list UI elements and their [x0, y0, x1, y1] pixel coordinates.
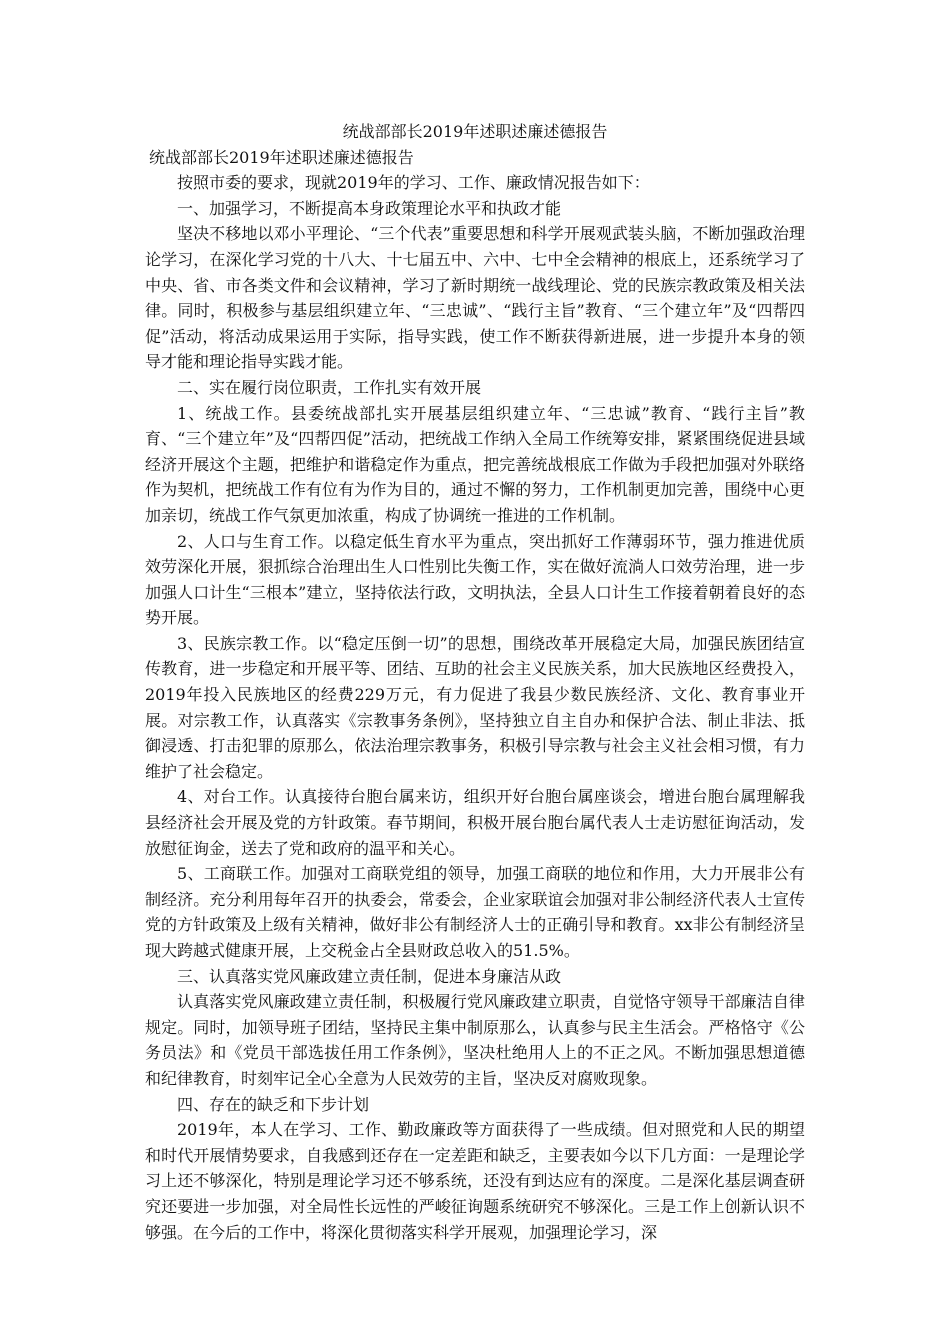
document-page	[145, 119, 805, 1245]
paragraph: 认真落实党风廉政建立责任制，积极履行党风廉政建立职责，自觉恪守领导干部廉洁自律规定。同时，加领导班子团结，坚持民主集中制原那么，认真参与民主生活会。严格恪守《公务员法》和《党员干部选拔任用工作条例》，坚决杜绝用人上的不正之风。不断加强思想道德和纪律教育，时刻牢记全心全意为人民效劳的主旨，坚决反对腐败现象。	[145, 992, 805, 1088]
paragraph: 2019年，本人在学习、工作、勤政廉政等方面获得了一些成绩。但对照党和人民的期望和时代开展情势要求，自我感到还存在一定差距和缺乏，主要表如今以下几方面：一是理论学习上还不够深化，特别是理论学习还不够系统，还没有到达应有的深度。二是深化基层调查研究还要进一步加强，对全局性长远性的严峻征询题系统研究不够深化。三是工作上创新认识不够强。在今后的工作中，将深化贯彻落实科学开展观，加强理论学习，深	[145, 1120, 805, 1242]
section-heading: 一、加强学习，不断提高本身政策理论水平和执政才能	[177, 198, 562, 218]
paragraph: 5、工商联工作。加强对工商联党组的领导，加强工商联的地位和作用，大力开展非公有制经济。充分利用每年召开的执委会，常委会，企业家联谊会加强对非公制经济代表人士宣传党的方针政策及上级有关精神，做好非公有制经济人士的正确引导和教育。xx非公有制经济呈现大跨越式健康开展，上交税金占全县财政总收入的51.5%。	[145, 864, 805, 960]
document-subtitle: 统战部部长2019年述职述廉述德报告	[149, 147, 414, 167]
paragraph: 2、人口与生育工作。以稳定低生育水平为重点，突出抓好工作薄弱环节，强力推进优质效劳深化开展，狠抓综合治理出生人口性别比失衡工作，实在做好流淌人口效劳治理，进一步加强人口计生“三根本”建立，坚持依法行政，文明执法，全县人口计生工作接着朝着良好的态势开展。	[145, 531, 805, 628]
document-title: 统战部部长2019年述职述廉述德报告	[342, 122, 608, 141]
paragraph: 坚决不移地以邓小平理论、“三个代表”重要思想和科学开展观武装头脑，不断加强政治理论学习，在深化学习党的十八大、十七届五中、六中、七中全会精神的根底上，还系统学习了中央、省、市各类文件和会议精神，学习了新时期统一战线理论、党的民族宗教政策及相关法律。同时，积极参与基层组织建立年、“三忠诚”、“践行主旨”教育、“三个建立年”及“四帮四促”活动，将活动成果运用于实际，指导实践，使工作不断获得新进展，进一步提升本身的领导才能和理论指导实践才能。	[145, 224, 805, 372]
paragraph: 3、民族宗教工作。以“稳定压倒一切”的思想，围绕改革开展稳定大局，加强民族团结宣传教育，进一步稳定和开展平等、团结、互助的社会主义民族关系，加大民族地区经费投入，2019年投入民族地区的经费229万元，有力促进了我县少数民族经济、文化、教育事业开展。对宗教工作，认真落实《宗教事务条例》，坚持独立自主自办和保护合法、制止非法、抵御浸透、打击犯罪的原那么，依法治理宗教事务，积极引导宗教与社会主义社会相习惯，有力维护了社会稳定。	[145, 633, 805, 781]
paragraph: 按照市委的要求，现就2019年的学习、工作、廉政情况报告如下：	[177, 173, 650, 193]
section-heading: 三、认真落实党风廉政建立责任制，促进本身廉洁从政	[177, 966, 562, 986]
paragraph: 4、对台工作。认真接待台胞台属来访，组织开好台胞台属座谈会，增进台胞台属理解我县经济社会开展及党的方针政策。春节期间，积极开展台胞台属代表人士走访慰征询活动，发放慰征询金，送去了党和政府的温平和关心。	[145, 787, 805, 858]
paragraph: 1、统战工作。县委统战部扎实开展基层组织建立年、“三忠诚”教育、“践行主旨”教育、“三个建立年”及“四帮四促”活动，把统战工作纳入全局工作统筹安排，紧紧围绕促进县域经济开展这个主题，把维护和谐稳定作为重点，把完善统战根底工作做为手段把加强对外联络作为契机，把统战工作有位有为作为目的，通过不懈的努力，工作机制更加完善，围绕中心更加亲切，统战工作气氛更加浓重，构成了协调统一推进的工作机制。	[145, 403, 805, 525]
section-heading: 二、实在履行岗位职责，工作扎实有效开展	[177, 377, 482, 397]
document-body	[145, 170, 805, 1245]
section-heading: 四、存在的缺乏和下步计划	[177, 1094, 370, 1114]
